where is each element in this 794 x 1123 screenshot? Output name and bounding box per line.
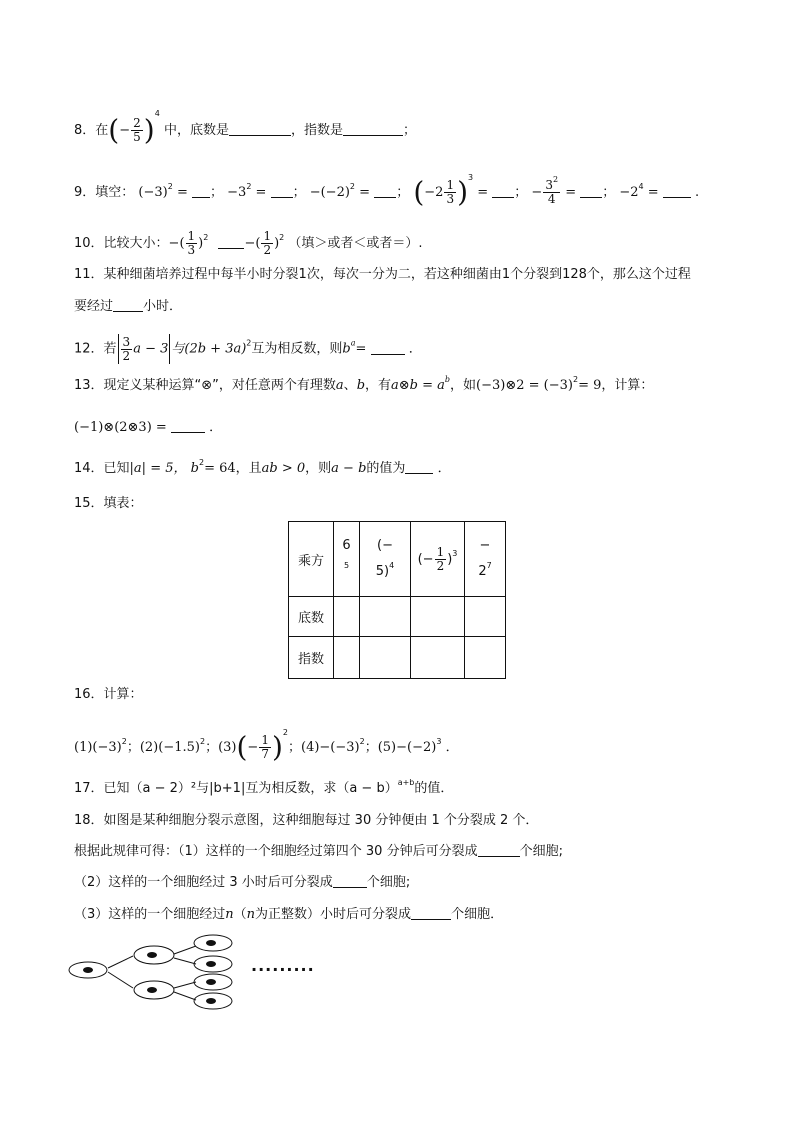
q13-blank[interactable] [171,420,205,433]
question-11-line2: 要经过 小时． [74,299,183,314]
q8-base-blank[interactable] [229,123,291,136]
table-col-neg5-4: (− 5)$^4$ [360,522,411,597]
table-cell[interactable] [411,597,465,637]
q8-lparen: ( [108,113,120,147]
question-18-part1: 根据此规律可得：（1）这样的一个细胞经过第四个 30 分钟后可分裂成 个细胞; [74,844,563,859]
table-col-6-5: 6 $^5$ [334,522,360,597]
q14-blank[interactable] [405,461,433,474]
question-13: 13．现定义某种运算“⊗”，对任意两个有理数a、b，有a⊗b = $a^b$，如(−3)⊗2 = $(-3)^2= 9$，计算： [74,375,654,393]
question-9: 9．填空： $(-3)^2$ = ； $-3^2$ = ； $-(-2)^2$ = ； (−2 $\frac{1}{3}$ )$^3$ = ； − $\frac{3^2}{4}$ = ； $-2^4$ = . [74,173,700,209]
q8-fraction: $\frac{2}{5}$ [133,116,141,144]
q8-exponent: 4 [154,109,160,118]
table-col-half-3: (− $\frac{1}{2}$ )$^3$ [411,522,465,597]
table-cell[interactable] [465,637,506,679]
q10-blank[interactable] [218,236,244,249]
q9-label: 9．填空： [74,185,135,200]
q9-blank-6[interactable] [663,185,691,198]
q8-base-label: 中，底数是 [163,123,229,138]
table-header-power: 乘方 [289,522,334,597]
power-table [288,521,506,679]
question-18-part2: （2）这样的一个细胞经过 3 小时后可分裂成 个细胞; [74,875,411,890]
q8-exp-label: ，指数是 [290,123,343,138]
continuation-dots: ········· [251,960,315,979]
table-cell[interactable] [360,597,411,637]
q9-blank-1[interactable] [192,185,210,198]
question-18-part3: （3）这样的一个细胞经过n（n为正整数）小时后可分裂成 个细胞． [74,907,504,922]
question-12: 12．若 $\frac{3}{2}$ a − 3 与$(2b + 3a)^2$互为相反数，则$b^a=$ ． [74,334,422,363]
q8-sign: − [119,123,131,138]
table-cell[interactable] [360,637,411,679]
table-row-exponent: 指数 [289,637,334,679]
question-11: 11．某种细菌培养过程中每半小时分裂1次，每次一分为二，若这种细菌由1个分裂到128个，那么这个过程 [74,267,691,282]
question-8: 8．在(− $\frac{2}{5}$ )$^4$ 中，底数是 ，指数是 ； [74,109,416,147]
q18-blank-1[interactable] [478,844,520,857]
question-15: 15．填表： [74,496,143,511]
q18-blank-2[interactable] [333,875,367,888]
q9-blank-3[interactable] [374,185,396,198]
q9-blank-4[interactable] [492,185,514,198]
table-cell[interactable] [465,597,506,637]
table-cell[interactable] [334,597,360,637]
question-16-parts: $(1)(-3)^2$；$(2)(-1.5)^2$；(3)(− $\frac{1}{7}$ )$^2$；$(4)-(-3)^2$；$(5)-(-2)^3$ ． [74,728,459,764]
table-col-neg2-7: − $2^7$ [465,522,506,597]
cell-division-diagram [66,930,246,1020]
q9-blank-5[interactable] [580,185,602,198]
question-17: 17．已知（a − 2）²与|b+1|互为相反数，求$(a - b)^{a+b}$的值． [74,778,454,796]
q8-exp-blank[interactable] [343,123,403,136]
question-13-line2: (−1)⊗(2⊗3) = ． [74,420,223,435]
question-16: 16．计算： [74,687,143,702]
q11-blank[interactable] [113,299,143,312]
question-14: 14．已知|a| = 5， $b^2= 64$，且ab > 0，则a − b的值为 ． [74,458,451,476]
q8-prefix: 8．在 [74,123,109,138]
table-row-base: 底数 [289,597,334,637]
question-10: 10．比较大小：−( $\frac{1}{3}$ )$^2$ −( $\frac{1}{2}$ )$^2$ （填＞或者＜或者＝）. [74,229,423,257]
q18-blank-3[interactable] [411,907,451,920]
q9-blank-2[interactable] [271,185,293,198]
q12-blank[interactable] [371,342,405,355]
table-cell[interactable] [334,637,360,679]
table-cell[interactable] [411,637,465,679]
question-18: 18．如图是某种细胞分裂示意图，这种细胞每过 30 分钟便由 1 个分裂成 2 个． [74,813,539,828]
q8-rparen: ) [143,113,155,147]
